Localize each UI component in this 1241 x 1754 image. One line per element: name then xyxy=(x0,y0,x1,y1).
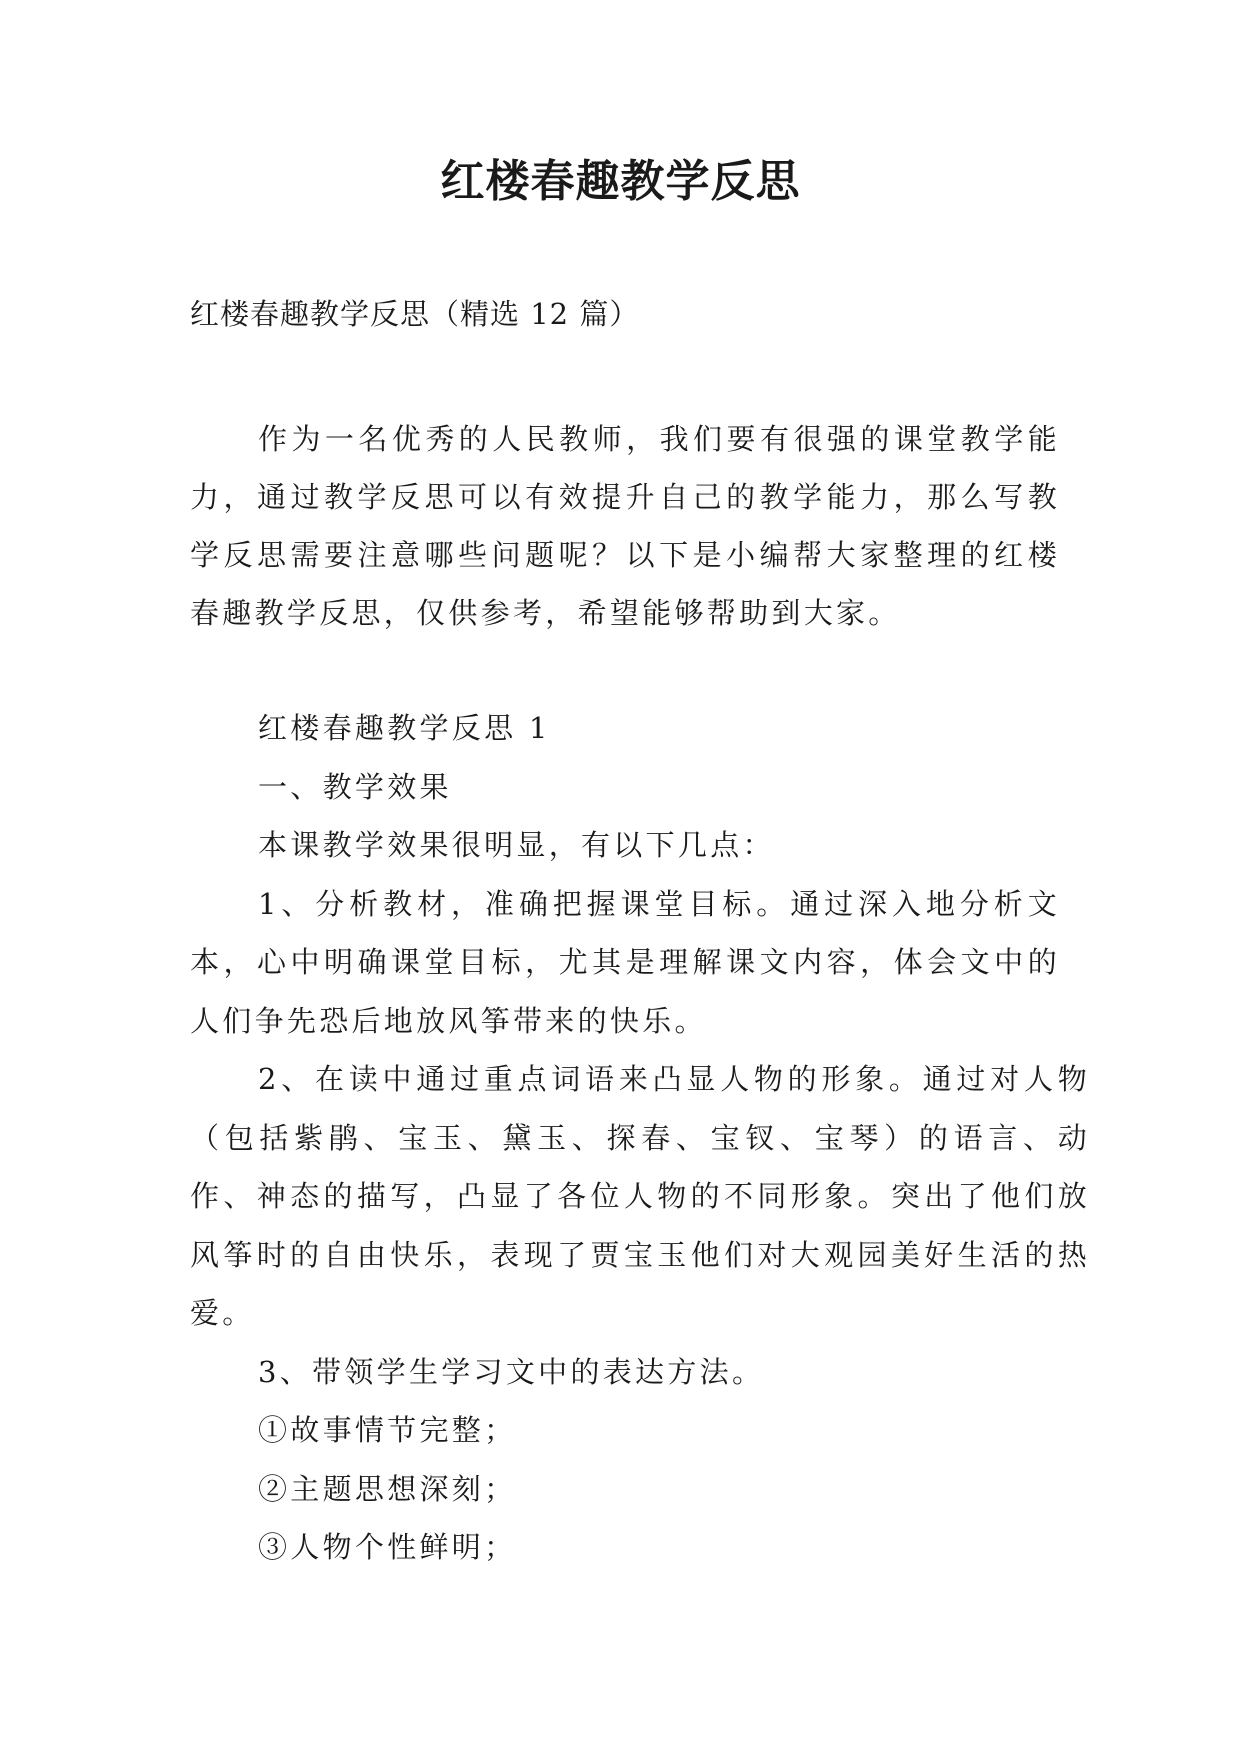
section-heading: 红楼春趣教学反思 1 xyxy=(258,711,551,745)
intro-paragraph: 作为一名优秀的人民教师，我们要有很强的课堂教学能力，通过教学反思可以有效提升自己的教学能力，那么写教学反思需要注意哪些问题呢？以下是小编帮大家整理的红楼春趣教学反思，仅供参考，希望能够帮助到大家。 xyxy=(190,422,1060,630)
subheading-teaching-effect: 一、教学效果 xyxy=(258,769,452,804)
point-3-paragraph: 3、带领学生学习文中的表达方法。 xyxy=(258,1354,765,1389)
point-1-paragraph: 1、分析教材，准确把握课堂目标。通过深入地分析文本，心中明确课堂目标，尤其是理解课文内容，体会文中的人们争先恐后地放风筝带来的快乐。 xyxy=(190,886,1060,1038)
point-2-paragraph: 2、在读中通过重点词语来凸显人物的形象。通过对人物（包括紫鹃、宝玉、黛玉、探春、宝钗、宝琴）的语言、动作、神态的描写，凸显了各位人物的不同形象。突出了他们放风筝时的自由快乐，表现了贾宝玉他们对大观园美好生活的热爱。 xyxy=(190,1062,1090,1330)
list-item: ③人物个性鲜明； xyxy=(258,1530,517,1564)
body-paragraph: 本课教学效果很明显，有以下几点： xyxy=(258,828,775,862)
document-title: 红楼春趣教学反思 xyxy=(440,156,801,207)
list-item: ①故事情节完整； xyxy=(258,1413,517,1447)
document-body xyxy=(190,699,1090,1577)
list-item: ②主题思想深刻； xyxy=(258,1471,517,1506)
document-subtitle: 红楼春趣教学反思（精选 12 篇） xyxy=(190,297,640,331)
